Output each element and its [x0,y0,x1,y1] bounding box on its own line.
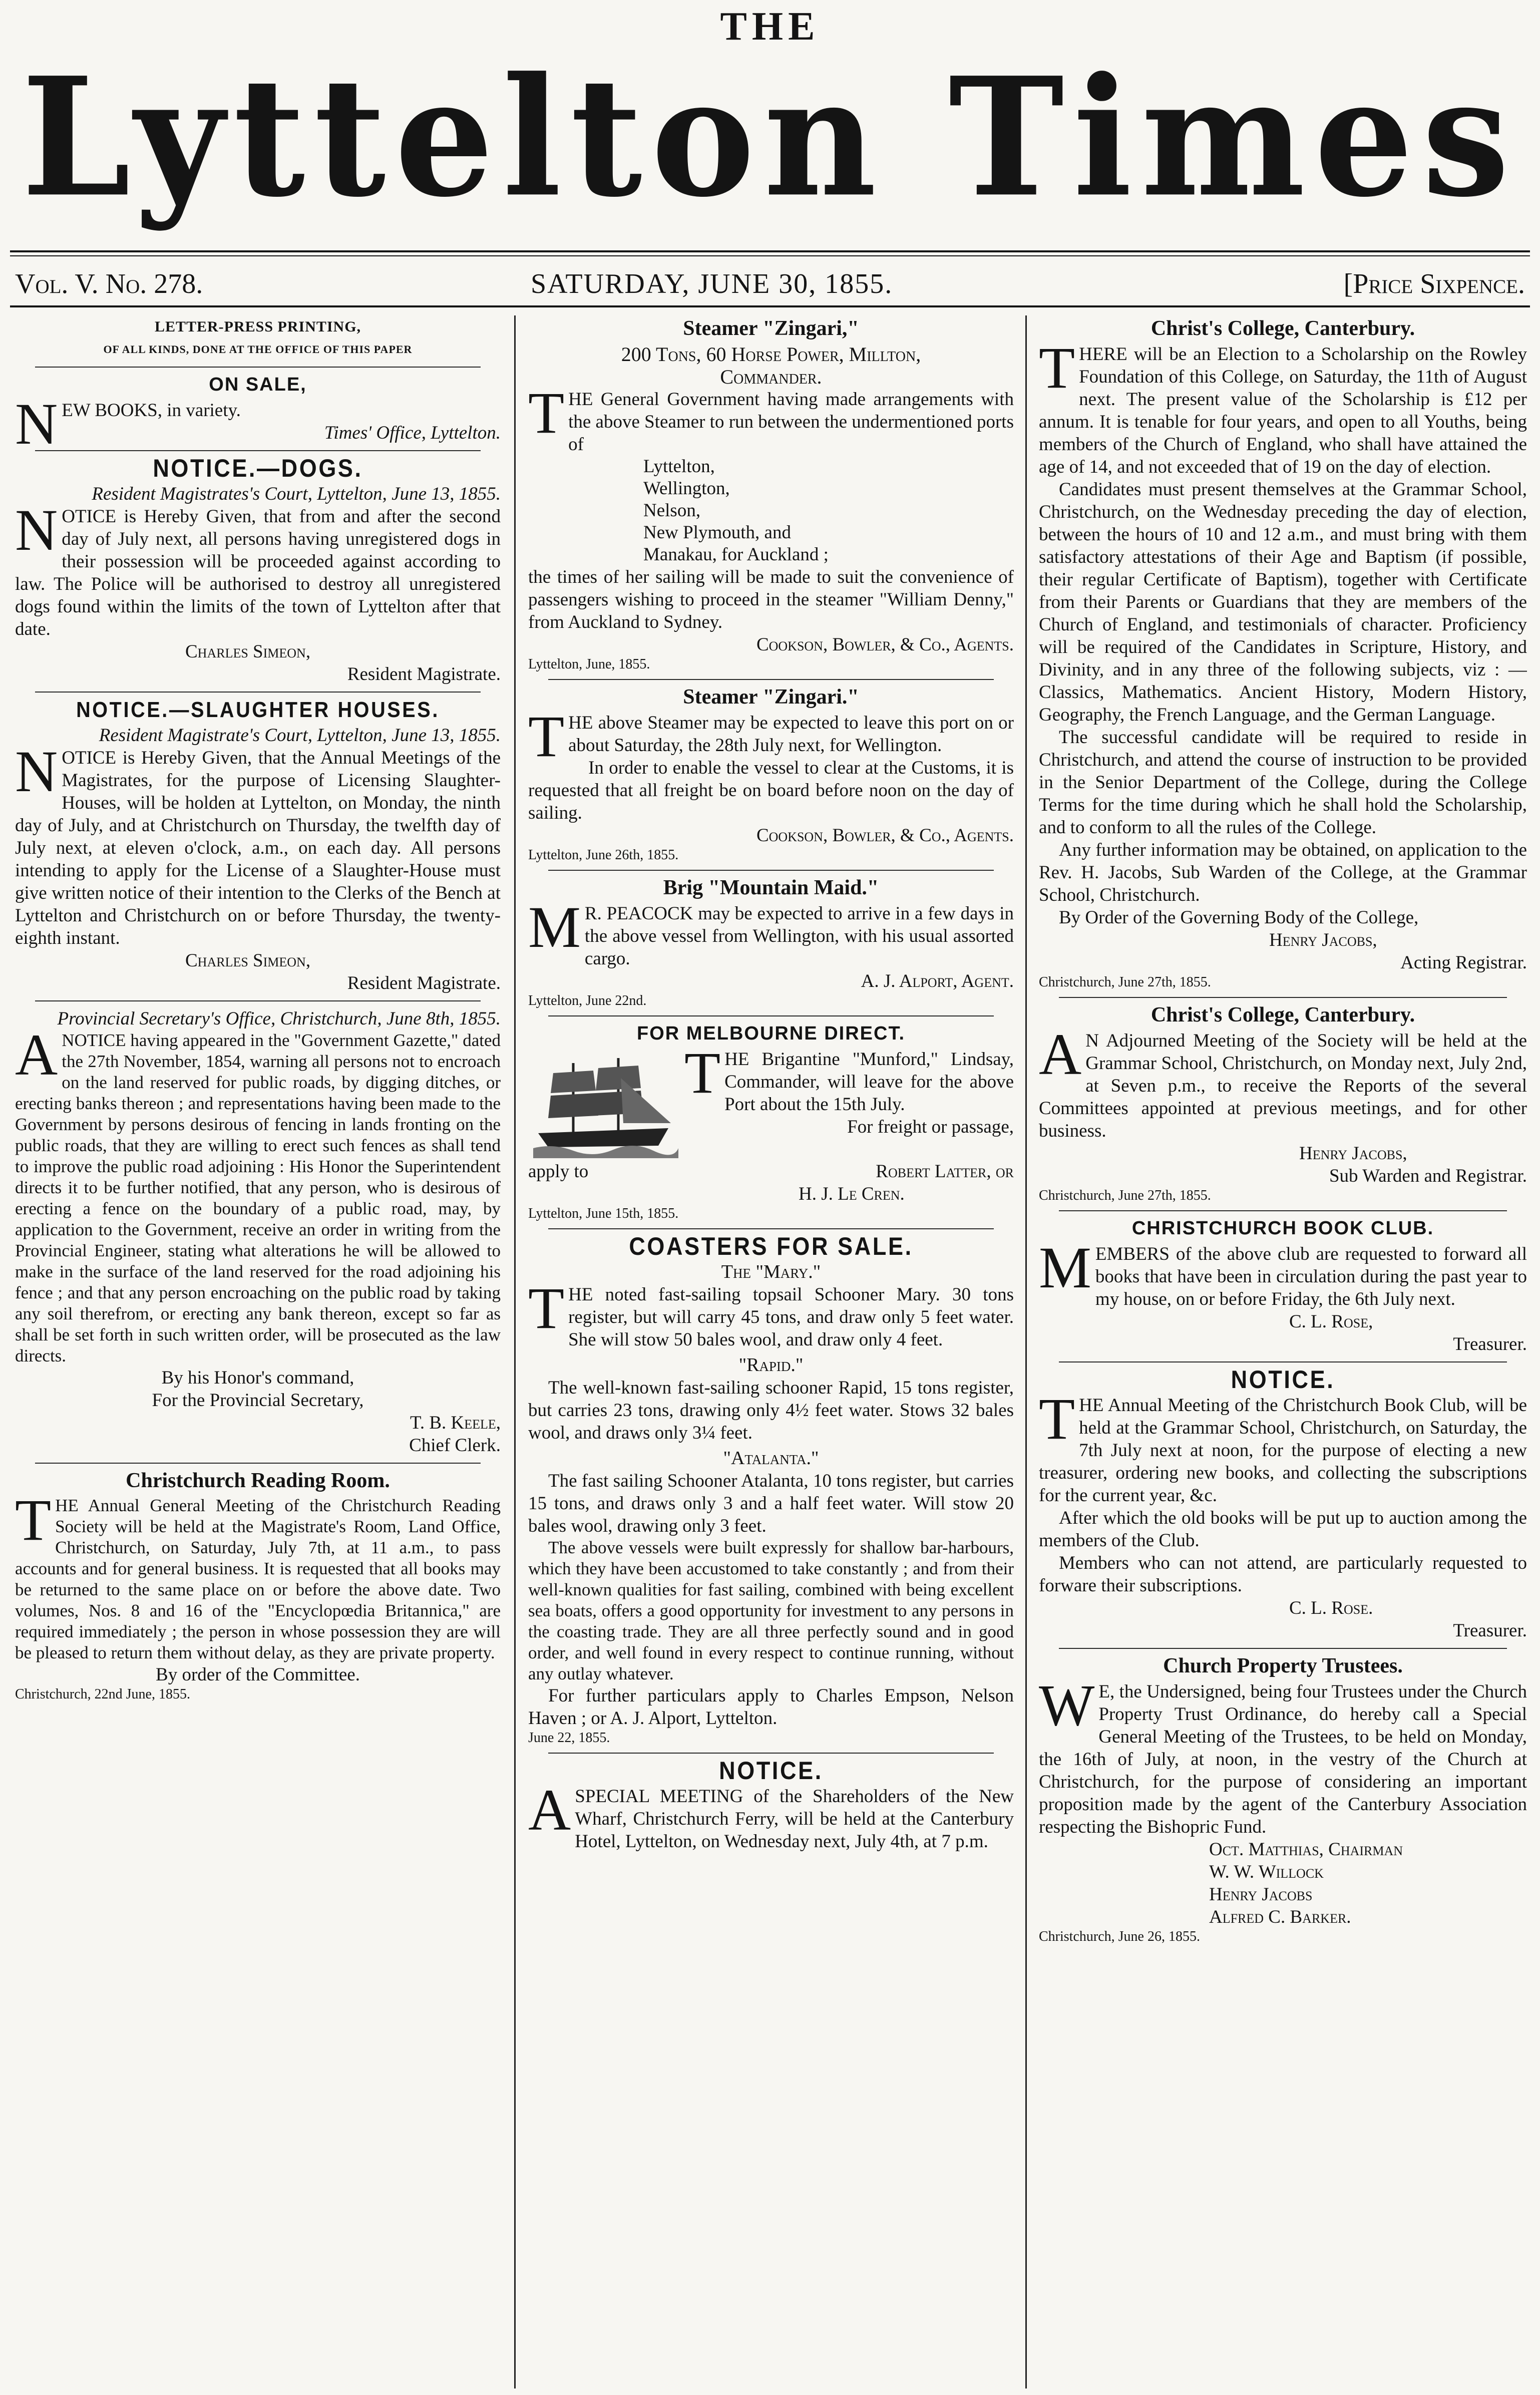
melbourne-freight: For freight or passage, [847,1117,1014,1137]
melbourne-agent2: H. J. Le Cren. [799,1184,905,1204]
roads-sig4: Chief Clerk. [409,1435,501,1456]
separator [1059,1210,1507,1211]
reading-sig: By order of the Committee. [156,1664,360,1685]
brig-sig: A. J. Alport, Agent. [861,971,1014,991]
coasters-body: The above vessels were built expressly for shallow bar-harbours, which they have been accustomed to take constantly ; and from their well-known qualities for fast sailing, combined with being excellent sea boats, offers a good opportunity for investment to any persons in the coasting trade. They are all three perfectly sound and in good order, and well found in every respect to continue running, without any outlay whatever. [528,1538,1014,1683]
issue-date: SATURDAY, JUNE 30, 1855. [531,268,893,299]
ad-brig-mountain-maid [528,877,1014,1009]
column-divider-2 [1025,315,1027,2388]
zingari1-port: Nelson, [643,500,701,521]
college1-sig1: Henry Jacobs, [1269,930,1377,950]
notice-dogs [15,454,501,686]
rapid-heading: "Rapid." [738,1354,804,1376]
zingari1-sub2: Commander. [720,366,822,388]
coasters-apply: For further particulars apply to Charles Empson, Nelson Haven ; or A. J. Alport, Lyttelton. [528,1685,1014,1729]
on-sale-title: ON SALE, [209,374,307,395]
college2-body: AN Adjourned Meeting of the Society will be held at the Grammar School, Christchurch, on Monday next, July 2nd, at Seven p.m., to receive the Reports of the several Committees appointed at previous meetings, and for other business. [1039,1021,1527,1141]
dogs-sig1: Charles Simeon, [185,641,311,662]
zingari1-port: New Plymouth, and [643,522,791,543]
zingari1-body1: THE General Government having made arrangements with the above Steamer to run between the undermentioned ports of [528,380,1014,455]
separator [548,1015,994,1016]
slaughter-title: NOTICE.—SLAUGHTER HOUSES. [76,698,440,722]
zingari2-body2: In order to enable the vessel to clear at the Customs, it is requested that all freight be on board before noon on the day of sailing. [528,758,1014,823]
rapid-body: The well-known fast-sailing schooner Rapid, 15 tons register, but carries 23 tons, drawing only 4½ feet water. Stows 32 bales wool, and draws only 3¼ feet. [528,1378,1014,1443]
wharf-body: ASPECIAL MEETING of the Shareholders of the New Wharf, Christchurch Ferry, will be held at the Canterbury Hotel, Lyttelton, on Wednesday next, July 4th, at 7 p.m. [528,1777,1014,1852]
dogs-body: NOTICE is Hereby Given, that from and after the second day of July next, all persons having unregistered dogs in their possession will be proceeded against according to law. The Police will be authorised to destroy all unregistered dogs found within the limits of the town of Lyttelton after that date. [15,497,501,639]
roads-sig1: By his Honor's command, [161,1367,354,1388]
atalanta-heading: "Atalanta." [723,1448,819,1469]
ad-christs-college-scholarship [1039,317,1527,991]
notice-book-club-meeting [1039,1365,1527,1642]
brig-title: Brig "Mountain Maid." [663,876,879,899]
coasters-date: June 22, 1855. [528,1730,610,1746]
masthead-rule-top [10,250,1530,252]
college1-sig2: Acting Registrar. [1400,952,1527,973]
slaughter-sig2: Resident Magistrate. [347,973,501,993]
zingari1-title: Steamer "Zingari," [683,317,859,340]
bookclub2-sig2: Treasurer. [1453,1620,1527,1641]
trustees-date: Christchurch, June 26, 1855. [1039,1929,1200,1944]
slaughter-sig1: Charles Simeon, [185,950,311,971]
on-sale-body: NEW BOOKS, in variety. [15,391,241,457]
notice-new-wharf [528,1757,1014,1853]
reading-body: THE Annual General Meeting of the Christchurch Reading Society will be held at the Magistrate's Room, Land Office, Christchurch, on Saturday, July 7th, at 11 a.m., to pass accounts and for general business. It is requested that all books may be returned to the same place on or before the above date. Two volumes, Nos. 8 and 16 of the "Encyclopœdia Britannica," are required immediately ; the person in whose possession they are will be pleased to return them without delay, as they are private property. [15,1487,501,1662]
ad-steamer-zingari-1 [528,317,1014,673]
zingari1-sig: Cookson, Bowler, & Co., Agents. [756,634,1014,655]
zingari2-body1: THE above Steamer may be expected to leave this port on or about Saturday, the 28th July next, for Wellington. [528,704,1014,769]
dogs-place: Resident Magistrates's Court, Lyttelton, June 13, 1855. [92,484,501,504]
college2-date: Christchurch, June 27th, 1855. [1039,1188,1211,1203]
on-sale-place: Times' Office, Lyttelton. [324,423,501,443]
coasters-title: COASTERS FOR SALE. [629,1232,913,1260]
melbourne-title: FOR MELBOURNE DIRECT. [637,1023,905,1044]
separator [35,367,481,368]
mary-body: THE noted fast-sailing topsail Schooner Mary. 30 tons register, but will carry 45 tons, and draw only 5 feet water. She will stow 50 bales wool, and draw only 4 feet. [528,1275,1014,1350]
college1-title: Christ's College, Canterbury. [1150,317,1415,340]
trustees-sig: W. W. Willock [1209,1862,1324,1882]
column-left [15,315,501,2388]
bookclub-sig1: C. L. Rose, [1289,1311,1373,1332]
trustees-title: Church Property Trustees. [1163,1654,1403,1677]
zingari1-date: Lyttelton, June, 1855. [528,656,650,672]
roads-place: Provincial Secretary's Office, Christchurch, June 8th, 1855. [57,1008,501,1029]
separator [548,1228,994,1229]
dateline-rule [10,305,1530,307]
separator [35,450,481,451]
college1-body2: Candidates must present themselves at the Grammar School, Christchurch, on the Wednesday preceding the day of election, between the hours of 10 and 12 a.m., and must bring with them satisfactory attestations of their Age and Baptism (if possible, their regular Certificate of Baptism), together with Certificate from their Parents or Guardians that they are members of the Church of England, and testimonials of character. Proficiency will be required of the Candidates in Scripture, History, and Divinity, and in any three of the following subjects, viz : —Classics, Mathematics. Ancient History, Modern History, Geography, the French Language, and the German Language. [1039,479,1527,725]
melbourne-date: Lyttelton, June 15th, 1855. [528,1206,679,1221]
zingari1-port: Lyttelton, [643,456,715,477]
masthead-title: Lyttelton Times [22,42,1518,234]
reading-date: Christchurch, 22nd June, 1855. [15,1686,190,1702]
dateline [15,268,1525,303]
melbourne-body: THE Brigantine "Munford," Lindsay, Commander, will leave for the above Port about the 15th July. [684,1040,1014,1115]
zingari1-port: Wellington, [643,478,730,499]
column-middle [528,315,1014,2388]
ad-printing [15,315,501,361]
separator [35,692,481,693]
column-right [1039,315,1527,2388]
volume-number: Vol. V. No. 278. [15,268,203,299]
trustees-sig: Alfred C. Barker. [1209,1907,1351,1927]
separator [35,1463,481,1464]
column-divider-1 [514,315,516,2388]
zingari2-title: Steamer "Zingari." [683,686,859,709]
ad-reading-room [15,1470,501,1703]
separator [1059,1648,1507,1649]
bookclub2-sig1: C. L. Rose. [1289,1598,1373,1618]
bookclub2-body2: After which the old books will be put up to auction among the members of the Club. [1039,1508,1527,1551]
separator [35,1000,481,1001]
college2-title: Christ's College, Canterbury. [1150,1003,1415,1027]
college2-sig2: Sub Warden and Registrar. [1329,1166,1527,1186]
printing-sub: OF ALL KINDS, DONE AT THE OFFICE OF THIS PAPER [103,343,413,356]
bookclub-sig2: Treasurer. [1453,1334,1527,1354]
roads-sig3: T. B. Keele, [410,1413,501,1433]
masthead-rule-thin [10,255,1530,256]
ad-book-club [1039,1217,1527,1355]
bookclub2-title: NOTICE. [1231,1365,1335,1394]
trustees-body: WE, the Undersigned, being four Trustees under the Church Property Trust Ordinance, do hereby call a Special General Meeting of the Trustees, to be held on Monday, the 16th of July, at noon, in the vestry of the Church at Christchurch, for the purpose of considering an important proposition made by the agent of the Canterbury Association respecting the Bishopric Fund. [1039,1672,1527,1837]
atalanta-body: The fast sailing Schooner Atalanta, 10 tons register, but carries 15 tons, and draws only 3 and a half feet water. Will stow 20 bales wool, drawing only 3 feet. [528,1471,1014,1536]
melbourne-apply-row [528,1160,1014,1183]
ship-icon [533,1048,678,1158]
college2-sig1: Henry Jacobs, [1299,1143,1407,1164]
ad-steamer-zingari-2 [528,686,1014,864]
ad-coasters-for-sale [528,1232,1014,1747]
trustees-sig: Henry Jacobs [1209,1884,1313,1905]
bookclub-body: MEMBERS of the above club are requested to forward all books that have been in circulation during the past year to my house, on or before Friday, the 6th July next. [1039,1235,1527,1309]
zingari1-sub1: 200 Tons, 60 Horse Power, Millton, [621,343,921,366]
trustees-sig: Oct. Matthias, Chairman [1209,1839,1403,1860]
separator [1059,1361,1507,1362]
ad-melbourne-direct [528,1022,1014,1222]
ad-on-sale [15,374,501,457]
zingari2-sig: Cookson, Bowler, & Co., Agents. [756,825,1014,846]
separator [548,679,994,680]
bookclub-title: CHRISTCHURCH BOOK CLUB. [1131,1218,1434,1239]
separator [548,1753,994,1754]
bookclub2-body3: Members who can not attend, are particularly requested to forware their subscriptions. [1039,1553,1527,1596]
melbourne-agent1: Robert Latter, or [876,1161,1014,1182]
notice-public-roads [15,1007,501,1457]
college1-body1: THERE will be an Election to a Scholarship on the Rowley Foundation of this College, on Saturday, the 11th of August next. The present value of the Scholarship is £12 per annum. It is tenable for four years, and open to all Youths, being members of the Church of England, who shall have attained the age of 14, and not exceeded that of 19 on the day of election. [1039,335,1527,477]
dogs-title: NOTICE.—DOGS. [153,454,363,482]
reading-title: Christchurch Reading Room. [126,1469,390,1492]
slaughter-body: NOTICE is Hereby Given, that the Annual Meetings of the Magistrates, for the purpose of Licensing Slaughter-Houses, will be holden at Lyttelton, on Monday, the ninth day of July, and at Christchurch on Thursday, the twelfth day of July next, at eleven o'clock, a.m., on each day. All persons intending to apply for the License of a Slaughter-House must give written notice of their intention to the Clerks of the Bench at Lyttelton and Christchurch on or before Thursday, the twenty-eighth instant. [15,739,501,948]
college1-date: Christchurch, June 27th, 1855. [1039,974,1211,990]
college1-body3: The successful candidate will be required to reside in Christchurch, and attend the course of instruction to be provided in the Senior Department of the College, during the College Terms for the time during which he shall hold the Scholarship, and to conform to all the rules of the College. [1039,727,1527,838]
melbourne-apply: apply to [528,1161,589,1182]
zingari2-date: Lyttelton, June 26th, 1855. [528,847,679,863]
separator [1059,997,1507,998]
dogs-sig2: Resident Magistrate. [347,664,501,685]
college1-body5: By Order of the Governing Body of the College, [1059,907,1419,928]
masthead-the: THE [720,5,820,49]
bookclub2-body1: THE Annual Meeting of the Christchurch Book Club, will be held at the Grammar School, Christchurch, on Saturday, the 7th July next at noon, for the purpose of electing a new treasurer, ordering new books, and collecting the subscriptions for the current year, &c. [1039,1386,1527,1506]
roads-body: ANOTICE having appeared in the "Government Gazette," dated the 27th November, 1854, warning all persons not to encroach on the land reserved for public roads, by digging ditches, or erecting banks thereon ; and representations having been made to the Government by persons desirous of fencing in lands fronting on the public roads, that they are willing to erect such fences as shall tend to improve the public road adjoining : His Honor the Superintendent directs it to be further notified, that any person, who is desirous of erecting a fence on the boundary of a public road, may, by application to the Government, receive an order in writing from the Provincial Engineer, stating what alterations he will be allowed to make in the surface of the land reserved for the road adjoining his fence ; and that any person encroaching on the public road by taking any soil therefrom, or erecting any bank thereon, except so far as shall be set forth in such written order, will be prosecuted as the law directs. [15,1022,501,1365]
zingari1-body2: the times of her sailing will be made to suit the convenience of passengers wishing to proceed in the steamer "William Denny," from Auckland to Sydney. [528,567,1014,632]
notice-slaughter-houses [15,699,501,994]
roads-sig2: For the Provincial Secretary, [152,1390,364,1411]
brig-body: MR. PEACOCK may be expected to arrive in a few days in the above vessel from Wellington, with his usual assorted cargo. [528,894,1014,969]
issue-price: [Price Sixpence. [1343,268,1525,299]
wharf-title: NOTICE. [719,1757,823,1785]
printing-title: LETTER-PRESS PRINTING, [154,318,361,335]
ad-christs-college-meeting [1039,1004,1527,1204]
college1-body4: Any further information may be obtained, on application to the Rev. H. Jacobs, Sub Warden of the College, at the Grammar School, Christchurch. [1039,840,1527,905]
slaughter-place: Resident Magistrate's Court, Lyttelton, June 13, 1855. [99,725,501,746]
zingari1-port: Manakau, for Auckland ; [643,544,829,565]
brig-date: Lyttelton, June 22nd. [528,993,647,1008]
mary-heading: The "Mary." [721,1261,821,1282]
separator [548,870,994,871]
ad-church-property-trustees [1039,1655,1527,1945]
